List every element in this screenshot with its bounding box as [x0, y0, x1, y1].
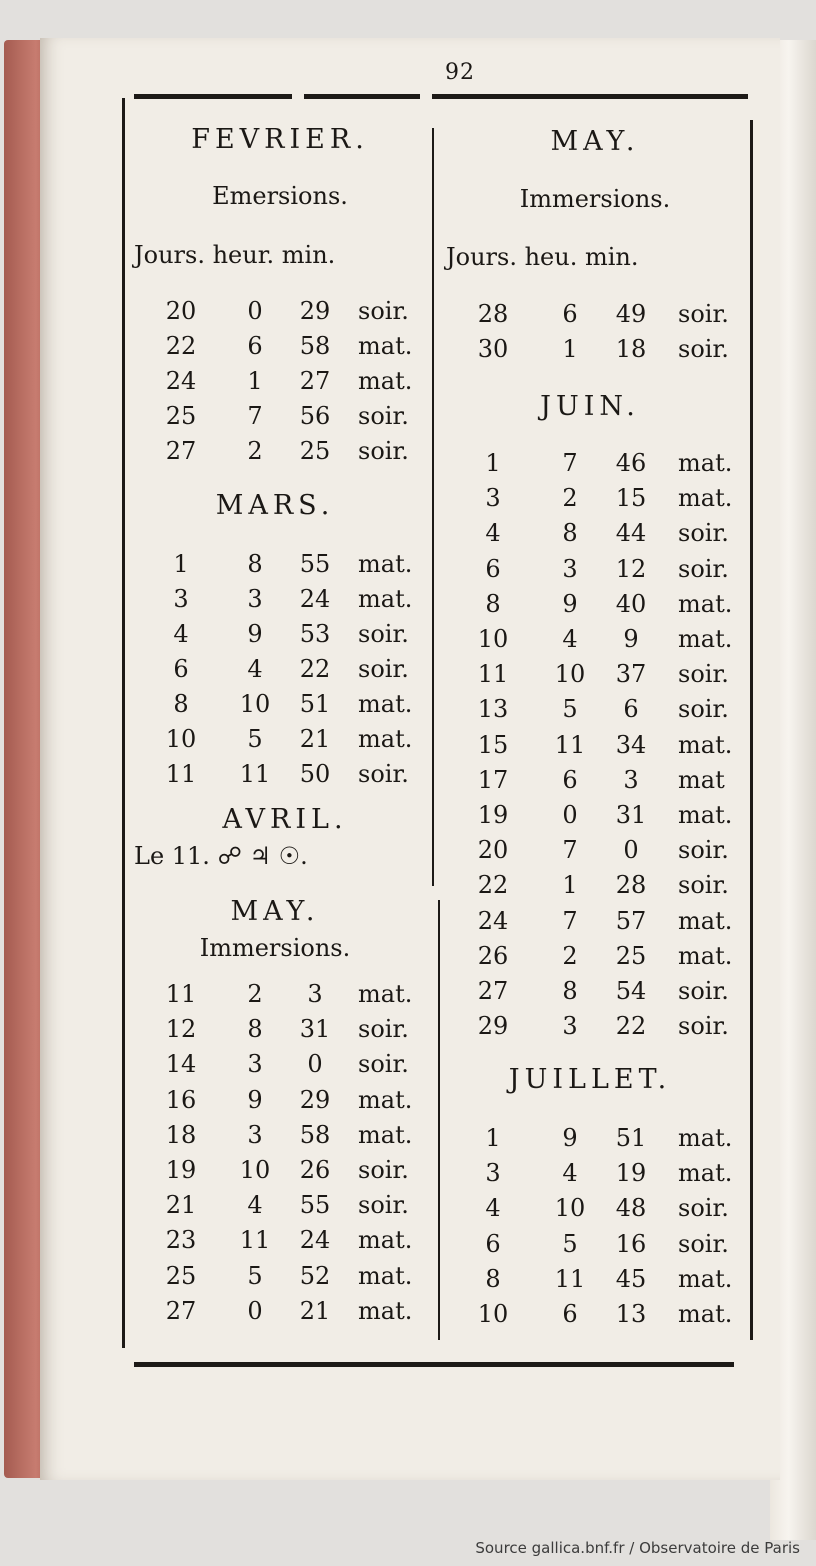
source-credit: Source gallica.bnf.fr / Observatoire de Paris [475, 1539, 800, 1557]
day-cell: 14 [165, 1050, 197, 1079]
period-cell: mat. [358, 1296, 413, 1325]
period-cell: soir. [678, 660, 729, 689]
hour-cell: 1 [247, 367, 263, 395]
day-cell: 13 [477, 695, 509, 724]
day-cell: 1 [485, 449, 501, 477]
avril-note: Le 11. ☍ ♃ ☉. [134, 842, 308, 870]
hour-cell: 1 [562, 335, 578, 363]
day-cell: 10 [165, 725, 197, 753]
period-cell: mat. [358, 1226, 413, 1255]
hour-cell: 10 [554, 660, 586, 689]
period-cell: mat. [678, 1300, 733, 1328]
minute-cell: 25 [299, 437, 331, 465]
day-cell: 26 [477, 941, 509, 970]
table-row [0, 1012, 816, 1042]
hour-cell: 7 [247, 402, 263, 430]
minute-cell: 56 [299, 402, 331, 430]
hour-cell: 0 [247, 1296, 263, 1325]
minute-cell: 21 [299, 1296, 331, 1325]
day-cell: 4 [485, 519, 501, 548]
day-cell: 27 [477, 977, 509, 1005]
minute-cell: 58 [299, 332, 331, 360]
minute-cell: 0 [623, 836, 639, 865]
minute-cell: 52 [299, 1261, 331, 1290]
minute-cell: 34 [615, 730, 647, 759]
hour-cell: 7 [562, 449, 578, 477]
period-cell: mat [678, 765, 725, 794]
minute-cell: 12 [615, 554, 647, 583]
minute-cell: 28 [615, 871, 647, 900]
hour-cell: 9 [562, 1124, 578, 1152]
day-cell: 29 [477, 1012, 509, 1041]
minute-cell: 55 [299, 1191, 331, 1220]
day-cell: 27 [165, 1296, 197, 1325]
day-cell: 28 [477, 300, 509, 328]
mars-title: MARS. [215, 490, 335, 521]
hour-cell: 8 [562, 519, 578, 548]
period-cell: soir. [678, 335, 729, 363]
minute-cell: 16 [615, 1229, 647, 1258]
juin-title: JUIN. [540, 391, 640, 422]
period-cell: soir. [678, 1229, 729, 1258]
hour-cell: 5 [247, 725, 263, 753]
minute-cell: 22 [299, 655, 331, 683]
table-row [0, 335, 816, 365]
day-cell: 20 [165, 297, 197, 325]
period-cell: mat. [358, 550, 413, 578]
period-cell: soir. [678, 836, 729, 865]
period-cell: soir. [678, 519, 729, 548]
minute-cell: 57 [615, 906, 647, 935]
day-cell: 25 [165, 1261, 197, 1290]
minute-cell: 0 [307, 1050, 323, 1079]
day-cell: 10 [477, 625, 509, 653]
period-cell: soir. [678, 871, 729, 900]
period-cell: mat. [358, 1085, 413, 1114]
hour-cell: 11 [239, 760, 271, 788]
table-row [0, 731, 816, 761]
minute-cell: 18 [615, 335, 647, 363]
period-cell: mat. [678, 1264, 733, 1293]
day-cell: 22 [165, 332, 197, 360]
period-cell: soir. [358, 297, 409, 325]
minute-cell: 25 [615, 941, 647, 970]
table-row [0, 590, 816, 620]
period-cell: mat. [678, 625, 733, 653]
period-cell: mat. [678, 449, 733, 477]
day-cell: 30 [477, 335, 509, 363]
minute-cell: 49 [615, 300, 647, 328]
minute-cell: 19 [615, 1159, 647, 1188]
minute-cell: 58 [299, 1120, 331, 1149]
hour-cell: 3 [247, 1120, 263, 1149]
hour-cell: 6 [562, 765, 578, 794]
day-cell: 24 [477, 906, 509, 935]
hour-cell: 11 [554, 730, 586, 759]
period-cell: soir. [358, 1191, 409, 1220]
minute-cell: 3 [623, 765, 639, 794]
day-cell: 19 [477, 801, 509, 829]
day-cell: 16 [165, 1085, 197, 1114]
table-row [0, 801, 816, 835]
hour-cell: 10 [239, 1156, 271, 1184]
minute-cell: 24 [299, 1226, 331, 1255]
hour-cell: 8 [247, 1015, 263, 1044]
minute-cell: 6 [623, 695, 639, 724]
minute-cell: 29 [299, 1085, 331, 1114]
period-cell: mat. [358, 725, 413, 753]
hour-cell: 1 [562, 871, 578, 900]
period-cell: mat. [678, 801, 733, 829]
hour-cell: 9 [562, 589, 578, 618]
minute-cell: 46 [615, 449, 647, 477]
table-row [0, 1159, 816, 1189]
table-row [0, 907, 816, 937]
day-cell: 25 [165, 402, 197, 430]
hour-cell: 4 [247, 655, 263, 683]
day-cell: 8 [173, 690, 189, 718]
may-right-subtitle: Immersions. [519, 185, 671, 213]
day-cell: 15 [477, 730, 509, 759]
day-cell: 1 [485, 1124, 501, 1152]
period-cell: soir. [678, 1012, 729, 1041]
minute-cell: 24 [299, 585, 331, 613]
juillet-title: JUILLET. [508, 1064, 672, 1095]
minute-cell: 3 [307, 980, 323, 1008]
minute-cell: 51 [615, 1124, 647, 1152]
hour-cell: 4 [562, 625, 578, 653]
minute-cell: 45 [615, 1264, 647, 1293]
day-cell: 12 [165, 1015, 197, 1044]
day-cell: 3 [173, 585, 189, 613]
period-cell: mat. [678, 941, 733, 970]
hour-cell: 6 [562, 300, 578, 328]
period-cell: soir. [358, 655, 409, 683]
hour-cell: 0 [247, 297, 263, 325]
hour-cell: 7 [562, 836, 578, 865]
minute-cell: 9 [623, 625, 639, 653]
period-cell: soir. [678, 977, 729, 1005]
period-cell: soir. [358, 620, 409, 648]
period-cell: mat. [358, 1261, 413, 1290]
minute-cell: 29 [299, 297, 331, 325]
hour-cell: 3 [247, 585, 263, 613]
hour-cell: 10 [554, 1194, 586, 1223]
minute-cell: 31 [299, 1015, 331, 1044]
period-cell: soir. [678, 300, 729, 328]
period-cell: mat. [678, 1159, 733, 1188]
table-row [0, 1194, 816, 1224]
table-row [0, 942, 816, 972]
day-cell: 27 [165, 437, 197, 465]
table-row [0, 1230, 816, 1260]
period-cell: soir. [358, 1015, 409, 1044]
hour-cell: 6 [562, 1300, 578, 1328]
period-cell: mat. [358, 367, 413, 395]
hour-cell: 2 [247, 437, 263, 465]
hour-cell: 3 [562, 1012, 578, 1041]
table-row [0, 555, 816, 585]
frame-bottom-rule [134, 1362, 734, 1367]
day-cell: 19 [165, 1156, 197, 1184]
day-cell: 8 [485, 1264, 501, 1293]
avril-title: AVRIL. [222, 804, 348, 835]
minute-cell: 22 [615, 1012, 647, 1041]
day-cell: 3 [485, 484, 501, 513]
day-cell: 4 [485, 1194, 501, 1223]
table-row [0, 660, 816, 690]
hour-cell: 0 [562, 801, 578, 829]
hour-cell: 9 [247, 620, 263, 648]
period-cell: soir. [358, 760, 409, 788]
period-cell: soir. [358, 402, 409, 430]
day-cell: 18 [165, 1120, 197, 1149]
table-row [0, 1300, 816, 1330]
period-cell: mat. [678, 484, 733, 513]
minute-cell: 53 [299, 620, 331, 648]
hour-cell: 11 [239, 1226, 271, 1255]
table-row [0, 977, 816, 1007]
hour-cell: 4 [247, 1191, 263, 1220]
day-cell: 6 [485, 1229, 501, 1258]
hour-cell: 9 [247, 1085, 263, 1114]
table-row [0, 766, 816, 796]
day-cell: 6 [485, 554, 501, 583]
fevrier-title: FEVRIER. [191, 124, 369, 155]
table-row [0, 484, 816, 514]
may-right-column-header: Jours. heu. min. [446, 243, 639, 271]
hour-cell: 7 [562, 906, 578, 935]
period-cell: soir. [358, 1156, 409, 1184]
minute-cell: 48 [615, 1194, 647, 1223]
day-cell: 3 [485, 1159, 501, 1188]
day-cell: 24 [165, 367, 197, 395]
minute-cell: 13 [615, 1300, 647, 1328]
minute-cell: 54 [615, 977, 647, 1005]
frame-top-rule [134, 94, 748, 99]
minute-cell: 21 [299, 725, 331, 753]
hour-cell: 2 [562, 941, 578, 970]
table-row [0, 1265, 816, 1295]
hour-cell: 10 [239, 690, 271, 718]
day-cell: 21 [165, 1191, 197, 1220]
table-row [0, 1124, 816, 1154]
period-cell: soir. [678, 1194, 729, 1223]
hour-cell: 5 [247, 1261, 263, 1290]
period-cell: soir. [678, 695, 729, 724]
table-row [0, 519, 816, 549]
minute-cell: 27 [299, 367, 331, 395]
minute-cell: 31 [615, 801, 647, 829]
page-number: 92 [445, 60, 475, 85]
fevrier-subtitle: Emersions. [212, 182, 348, 210]
hour-cell: 4 [562, 1159, 578, 1188]
frame-rule-gap [292, 92, 304, 101]
day-cell: 10 [477, 1300, 509, 1328]
may-right-title: MAY. [550, 126, 640, 157]
minute-cell: 37 [615, 660, 647, 689]
day-cell: 22 [477, 871, 509, 900]
period-cell: mat. [678, 906, 733, 935]
hour-cell: 8 [247, 550, 263, 578]
minute-cell: 50 [299, 760, 331, 788]
period-cell: soir. [678, 554, 729, 583]
minute-cell: 55 [299, 550, 331, 578]
day-cell: 6 [173, 655, 189, 683]
hour-cell: 2 [247, 980, 263, 1008]
minute-cell: 26 [299, 1156, 331, 1184]
minute-cell: 15 [615, 484, 647, 513]
period-cell: mat. [358, 980, 413, 1008]
hour-cell: 3 [562, 554, 578, 583]
hour-cell: 11 [554, 1264, 586, 1293]
table-row [0, 625, 816, 655]
period-cell: soir. [358, 437, 409, 465]
may-left-subtitle: Immersions. [199, 934, 351, 962]
period-cell: mat. [678, 730, 733, 759]
day-cell: 23 [165, 1226, 197, 1255]
frame-rule-gap [420, 92, 432, 101]
minute-cell: 51 [299, 690, 331, 718]
may-left-title: MAY. [230, 896, 320, 927]
minute-cell: 44 [615, 519, 647, 548]
day-cell: 8 [485, 589, 501, 618]
hour-cell: 8 [562, 977, 578, 1005]
hour-cell: 5 [562, 1229, 578, 1258]
day-cell: 1 [173, 550, 189, 578]
day-cell: 11 [165, 980, 197, 1008]
table-row [0, 836, 816, 870]
day-cell: 17 [477, 765, 509, 794]
period-cell: mat. [678, 589, 733, 618]
table-row [0, 871, 816, 901]
hour-cell: 6 [247, 332, 263, 360]
period-cell: mat. [358, 585, 413, 613]
table-row [0, 695, 816, 725]
period-cell: mat. [678, 1124, 733, 1152]
minute-cell: 40 [615, 589, 647, 618]
day-cell: 20 [477, 836, 509, 865]
hour-cell: 5 [562, 695, 578, 724]
period-cell: mat. [358, 332, 413, 360]
period-cell: mat. [358, 1120, 413, 1149]
day-cell: 11 [477, 660, 509, 689]
period-cell: mat. [358, 690, 413, 718]
period-cell: soir. [358, 1050, 409, 1079]
table-row [0, 300, 816, 330]
hour-cell: 3 [247, 1050, 263, 1079]
day-cell: 4 [173, 620, 189, 648]
table-row [0, 449, 816, 479]
day-cell: 11 [165, 760, 197, 788]
fevrier-column-header: Jours. heur. min. [134, 241, 336, 269]
hour-cell: 2 [562, 484, 578, 513]
